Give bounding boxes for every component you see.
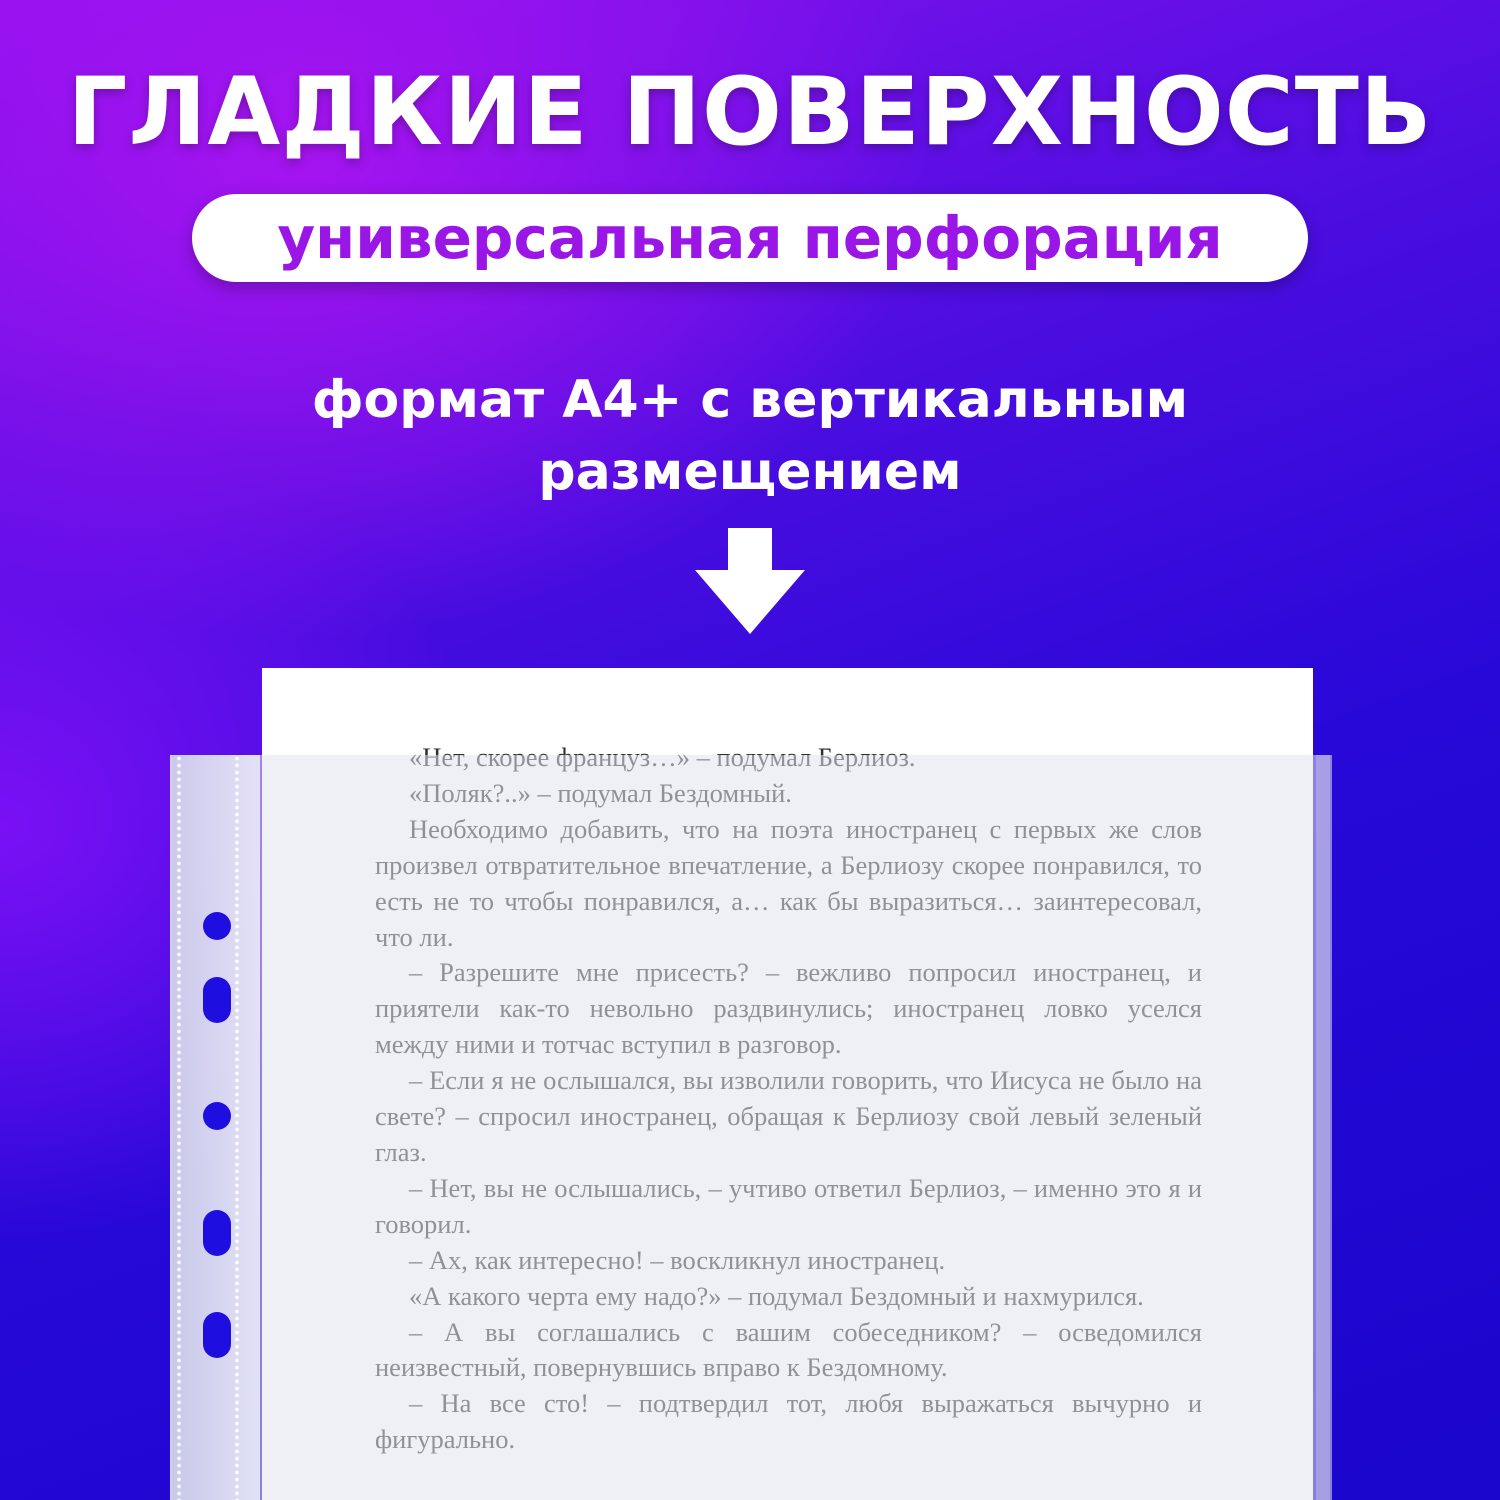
perforation-badge-label: универсальная перфорация xyxy=(277,204,1223,272)
perforation-hole xyxy=(203,1210,231,1256)
headline: ГЛАДКИЕ ПОВЕРХНОСТЬ xyxy=(67,58,1433,167)
format-subtitle-line-2: размещением xyxy=(538,442,962,502)
perforation-badge xyxy=(192,194,1308,282)
sleeve-edge xyxy=(1316,755,1330,1500)
file-sleeve xyxy=(170,755,1332,1500)
perforation-hole xyxy=(203,1102,231,1130)
perforation-hole xyxy=(203,977,231,1023)
format-subtitle-line-1: формат А4+ с вертикальным xyxy=(311,370,1189,430)
format-subtitle xyxy=(0,364,1500,508)
down-arrow-icon xyxy=(695,528,805,634)
perforation-hole xyxy=(203,912,231,940)
perforation-hole xyxy=(203,1312,231,1358)
